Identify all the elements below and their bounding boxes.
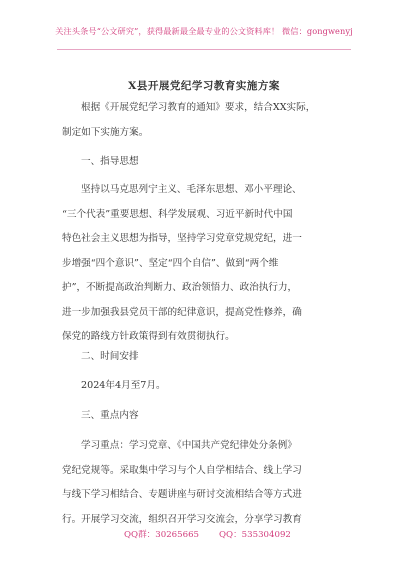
section-heading-guiding-ideology [62,150,348,175]
paragraph-line: 制定如下实施方案。 [62,126,149,138]
paragraph-line: 学习重点：学习党章、《中国共产党纪律处分条例》 [81,440,297,451]
paragraph-line: 保党的路线方针政策得到有效贯彻执行。 [62,331,235,342]
section-heading: 三、重点内容 [81,410,139,421]
paragraph-line: 行。开展学习交流，组织召开学习交流会，分享学习教育 [62,513,302,525]
paragraph-line: 坚持以马克思列宁主义、毛泽东思想、邓小平理论、 [81,184,302,195]
paragraph-line: 与线下学习相结合、专题讲座与研讨交流相结合等方式进 [62,489,302,500]
key-content-paragraph [62,434,348,532]
section-heading-key-content [62,404,348,429]
paragraph-line: “三个代表”重要思想、科学发展观、习近平新时代中国 [62,208,293,220]
promo-banner: 关注头条号“公文研究”，获得最新最全最专业的公文资料库！ 微信：gongwenyj [55,26,353,36]
paragraph-line: 根据《开展党纪学习教育的通知》要求，结合XX实际， [81,102,316,113]
section-heading: 二、时间安排 [81,351,139,362]
paragraph-line: 党纪党规等。采取集中学习与个人自学相结合、线上学习 [62,464,302,476]
section-heading: 一、指导思想 [81,156,139,167]
document-title: X县开展党纪学习教育实施方案 [128,80,280,92]
schedule-paragraph [62,374,348,399]
guiding-ideology-paragraph [62,178,348,350]
section-heading-schedule [62,345,348,370]
qq-group-number: QQ群：30265665 [124,530,200,540]
paragraph-line: 进一步加强我县党员干部的纪律意识，提高党性修养，确 [62,306,302,318]
intro-paragraph [62,96,348,145]
banner-divider [57,49,351,50]
paragraph-line: 护”，不断提高政治判断力、政治领悟力、政治执行力， [62,282,298,293]
paragraph-line: 2024年4月至7月。 [81,380,166,391]
paragraph-line: 特色社会主义思想为指导，坚持学习党章党规党纪，进一 [62,233,302,244]
qq-contact-number: QQ：535304092 [219,530,291,540]
paragraph-line: 步增强“四个意识”、坚定“四个自信”、做到“两个维 [62,257,279,269]
